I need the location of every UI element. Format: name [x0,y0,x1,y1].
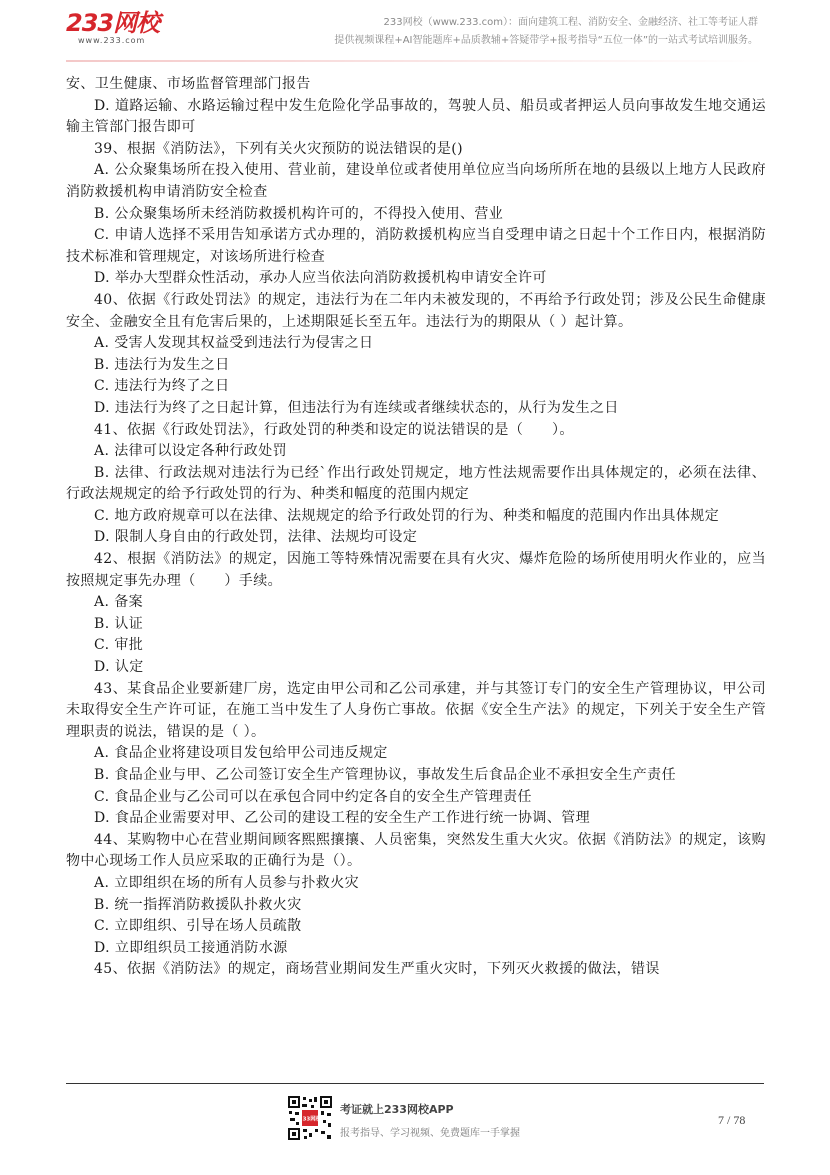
paragraph: A. 法律可以设定各种行政处罚 [94,443,288,460]
footer-title: 考证就上233网校APP [340,1103,454,1116]
paragraph: B. 认证 [94,615,144,632]
paragraph: D. 认定 [94,659,144,676]
paragraph: A. 备案 [94,594,144,611]
logo-url: www.233.com [78,36,146,45]
header-tagline-line1: 233网校（www.233.com）：面向建筑工程、消防安全、金融经济、社工等考证人群 [383,17,758,28]
paragraph: C. 立即组织、引导在场人员疏散 [94,918,302,935]
footer-subtitle: 报考指导、学习视频、免费题库一手掌握 [340,1128,520,1139]
qr-badge-text: 233网校 [298,1116,322,1123]
paragraph: C. 食品企业与乙公司可以在承包合同中约定各自的安全生产管理责任 [94,788,532,805]
paragraph: B. 法律、行政法规对违法行为已经`作出行政处罚规定，地方性法规需要作出具体规定的，必须在法律、行政法规规定的给予行政处罚的行为、种类和幅度的范围内规定 [66,464,766,503]
paragraph: D. 举办大型群众性活动，承办人应当依法向消防救援机构申请安全许可 [94,270,547,287]
logo-text: 233网校 [66,9,160,37]
header-tagline [334,14,758,50]
paragraph: 安、卫生健康、市场监督管理部门报告 [66,76,311,92]
paragraph: B. 食品企业与甲、乙公司签订安全生产管理协议，事故发生后食品企业不承担安全生产责任 [94,767,676,783]
logo [66,10,159,46]
paragraph: D. 道路运输、水路运输过程中发生危险化学品事故的，驾驶人员、船员或者押运人员向事故发生地交通运输主管部门报告即可 [66,97,766,136]
paragraph: D. 限制人身自由的行政处罚，法律、法规均可设定 [94,529,418,546]
paragraph: A. 受害人发现其权益受到违法行为侵害之日 [94,335,374,352]
header-divider [66,60,764,62]
paragraph: A. 食品企业将建设项目发包给甲公司违反规定 [94,745,388,762]
paragraph: 39、根据《消防法》，下列有关火灾预防的说法错误的是() [94,140,463,157]
paragraph: 45、依据《消防法》的规定，商场营业期间发生严重火灾时，下列灭火救援的做法，错误 [94,961,660,978]
page-number: 7 / 78 [718,1113,746,1127]
paragraph: 41、依据《行政处罚法》，行政处罚的种类和设定的说法错误的是（ ）。 [94,421,574,438]
paragraph: 40、依据《行政处罚法》的规定，违法行为在二年内未被发现的，不再给予行政处罚；涉及公民生命健康安全、金融安全且有危害后果的，上述期限延长至五年。违法行为的期限从（ ）起计算。 [66,291,766,330]
paragraph: B. 违法行为发生之日 [94,356,230,373]
footer-divider [66,1083,764,1084]
paragraph: C. 申请人选择不采用告知承诺方式办理的，消防救援机构应当自受理申请之日起十个工作日内，根据消防技术标准和管理规定，对该场所进行检查 [66,227,766,265]
page-header [0,0,830,64]
header-tagline-line2: 提供视频课程+AI智能题库+品质教辅+答疑带学+报考指导“五位一体”的一站式考试培训服务。 [334,35,758,46]
paragraph: A. 公众聚集场所在投入使用、营业前，建设单位或者使用单位应当向场所所在地的县级以上地方人民政府消防救援机构申请消防安全检查 [66,162,766,200]
qr-code-icon [287,1095,333,1141]
paragraph: A. 立即组织在场的所有人员参与扑救火灾 [94,874,360,891]
paragraph: 44、某购物中心在营业期间顾客熙熙攘攘、人员密集，突然发生重大火灾。依据《消防法》的规定，该购物中心现场工作人员应采取的正确行为是（）。 [66,831,766,870]
paragraph: 43、某食品企业要新建厂房，选定由甲公司和乙公司承建，并与其签订专门的安全生产管理协议，甲公司未取得安全生产许可证，在施工当中发生了人身伤亡事故。依据《安全生产法》的规定，下列关于安全生产管理职责的说法，错误的是（ ）。 [66,680,766,740]
paragraph: D. 食品企业需要对甲、乙公司的建设工程的安全生产工作进行统一协调、管理 [94,810,591,827]
paragraph: D. 违法行为终了之日起计算，但违法行为有连续或者继续状态的，从行为发生之日 [94,399,619,416]
paragraph: B. 公众聚集场所未经消防救援机构许可的，不得投入使用、营业 [94,205,504,222]
paragraph: B. 统一指挥消防救援队扑救火灾 [94,896,302,913]
document-body [66,74,766,981]
paragraph: C. 审批 [94,637,144,654]
paragraph: C. 地方政府规章可以在法律、法规规定的给予行政处罚的行为、种类和幅度的范围内作出具体规定 [94,507,720,524]
paragraph: C. 违法行为终了之日 [94,378,230,395]
paragraph: D. 立即组织员工接通消防水源 [94,939,288,956]
paragraph: 42、根据《消防法》的规定，因施工等特殊情况需要在具有火灾、爆炸危险的场所使用明火作业的，应当按照规定事先办理（ ）手续。 [66,551,766,589]
